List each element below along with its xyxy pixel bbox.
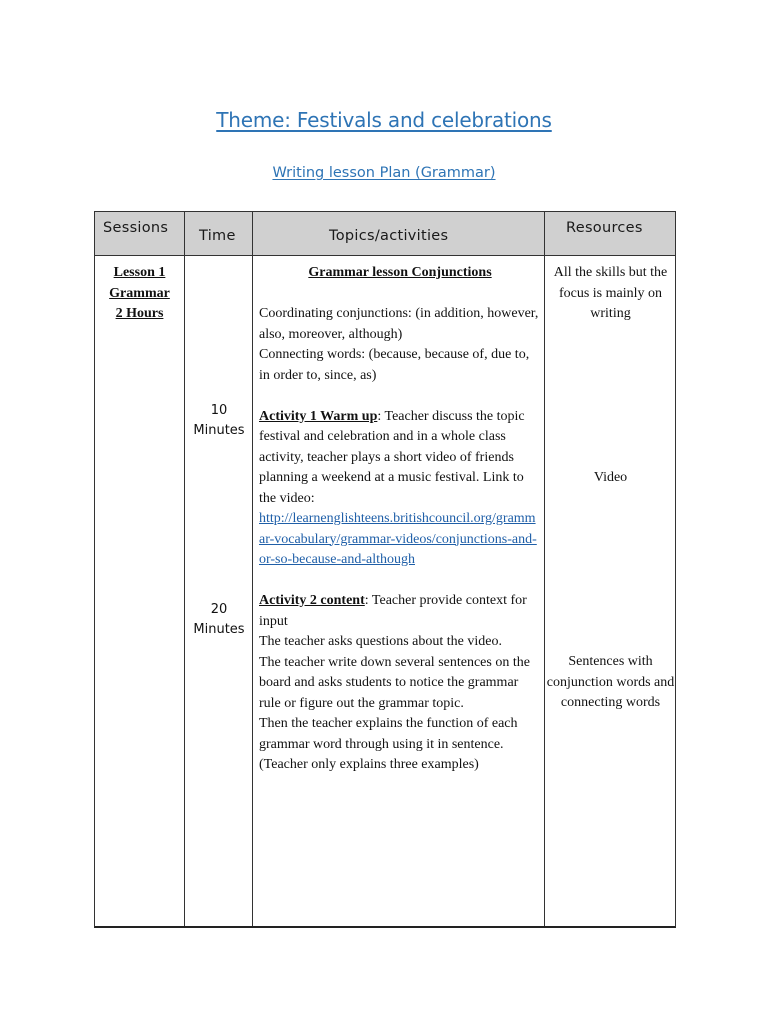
activity-2-line-3: The teacher write down several sentences on the board and asks students to notice the grammar rule or figure out the grammar topic.	[259, 654, 530, 711]
column-divider	[184, 212, 185, 926]
time-slot-1	[185, 401, 253, 441]
resource-1: All the skills but the focus is mainly on writing	[553, 265, 668, 321]
session-subject: Grammar	[109, 285, 170, 301]
connecting-words: Connecting words: (because, because of, due to, in order to, since, as)	[259, 347, 530, 383]
page-title: Theme: Festivals and celebrations	[216, 108, 552, 132]
video-link[interactable]: http://learnenglishteens.britishcouncil.org/grammar-vocabulary/grammar-videos/conjunctions-and-or-so-because-and-although	[259, 511, 537, 567]
activity-2	[259, 591, 541, 632]
lesson-plan-table	[94, 211, 676, 928]
coordinating-conjunctions: Coordinating conjunctions: (in addition, however, also, moreover, although)	[259, 306, 539, 342]
lesson-heading: Grammar lesson Conjunctions	[308, 265, 492, 280]
time-2-unit: Minutes	[193, 622, 245, 637]
column-divider	[544, 212, 545, 926]
session-cell	[95, 263, 184, 325]
session-lesson: Lesson 1	[113, 265, 166, 280]
activity-1-text: : Teacher discuss the topic festival and celebration and in a whole class activity, teacher plays a short video of friends planning a weekend at a music festival. Link to the video:	[259, 408, 525, 506]
time-1-value: 10	[210, 403, 228, 418]
resource-2: Video	[593, 470, 628, 485]
header-sessions: Sessions	[103, 220, 169, 236]
time-slot-2	[185, 600, 253, 640]
activity-2-line-2: The teacher asks questions about the video.	[259, 634, 502, 649]
header-resources: Resources	[566, 220, 643, 236]
header-topics: Topics/activities	[329, 228, 449, 244]
time-1-unit: Minutes	[193, 423, 245, 438]
activity-1	[259, 407, 541, 510]
column-divider	[252, 212, 253, 926]
activity-1-label: Activity 1 Warm up	[259, 408, 378, 424]
activity-2-line-5: (Teacher only explains three examples)	[259, 757, 479, 772]
session-duration: 2 Hours	[115, 306, 164, 321]
time-2-value: 20	[210, 602, 228, 617]
header-time: Time	[199, 228, 236, 244]
topics-cell	[259, 263, 541, 776]
activity-2-text: : Teacher provide context for input	[259, 593, 527, 629]
activity-2-line-4: Then the teacher explains the function of each grammar word through using it in sentence.	[259, 716, 518, 752]
activity-2-label: Activity 2 content	[259, 593, 365, 608]
video-link-para	[259, 509, 541, 571]
resource-3: Sentences with conjunction words and connecting words	[546, 654, 675, 710]
page-subtitle: Writing lesson Plan (Grammar)	[272, 165, 496, 181]
